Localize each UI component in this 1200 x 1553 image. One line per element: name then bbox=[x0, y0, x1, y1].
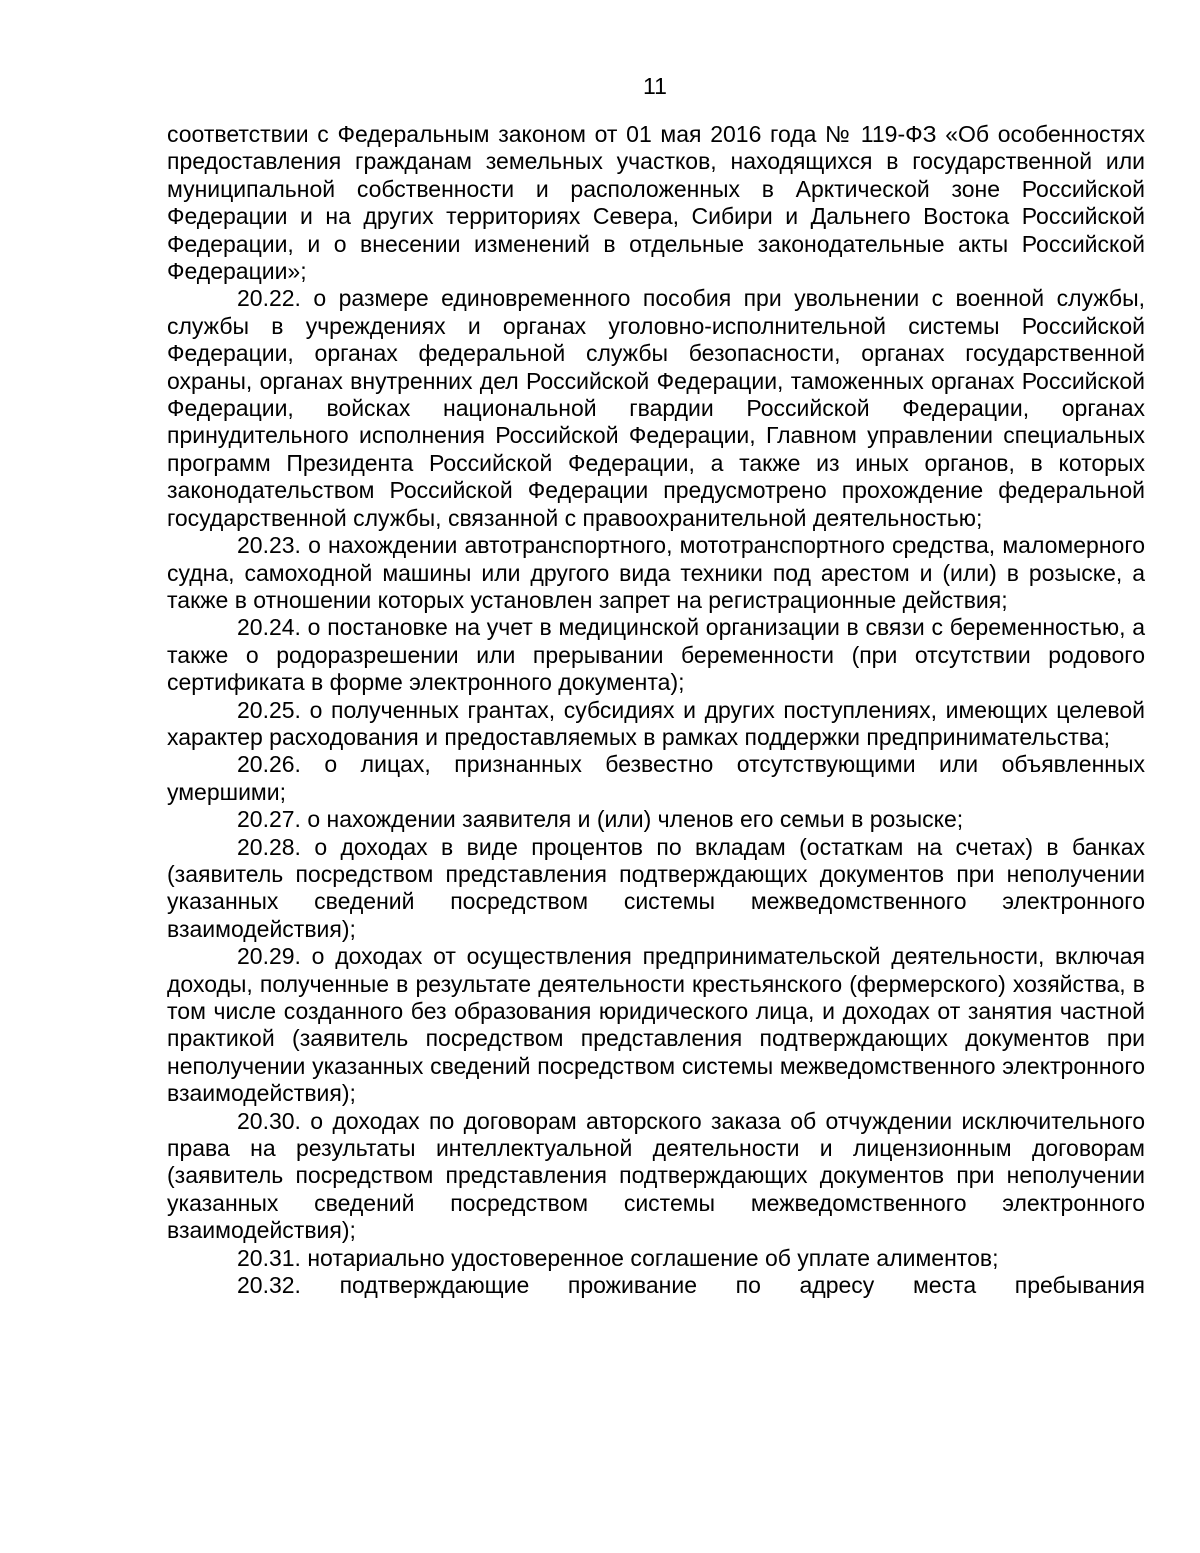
paragraph-20-23: 20.23. о нахождении автотранспортного, мототранспортного средства, маломерного судна, самоходной машины или другого вида техники под арестом и (или) в розыске, а также в отношении которых установлен запрет на регистрационные действия; bbox=[167, 532, 1145, 613]
paragraph-20-26: 20.26. о лицах, признанных безвестно отсутствующими или объявленных умершими; bbox=[167, 751, 1145, 805]
page-number: 11 bbox=[643, 73, 667, 99]
paragraph-20-29: 20.29. о доходах от осуществления предпринимательской деятельности, включая доходы, полученные в результате деятельности крестьянского (фермерского) хозяйства, в том числе созданного без образования юридического лица, и доходах от занятия частной практикой (заявитель посредством представления подтверждающих документов при неполучении указанных сведений посредством системы межведомственного электронного взаимодействия); bbox=[167, 943, 1145, 1107]
paragraph-continuation: соответствии с Федеральным законом от 01 мая 2016 года № 119-ФЗ «Об особенностях предоставления гражданам земельных участков, находящихся в государственной или муниципальной собственности и расположенных в Арктической зоне Российской Федерации и на других территориях Севера, Сибири и Дальнего Востока Российской Федерации, и о внесении изменений в отдельные законодательные акты Российской Федерации»; bbox=[167, 121, 1145, 285]
paragraph-20-25: 20.25. о полученных грантах, субсидиях и других поступлениях, имеющих целевой характер расходования и предоставляемых в рамках поддержки предпринимательства; bbox=[167, 696, 1145, 750]
paragraph-20-30: 20.30. о доходах по договорам авторского заказа об отчуждении исключительного права на результаты интеллектуальной деятельности и лицензионным договорам (заявитель посредством представления подтверждающих документов при неполучении указанных сведений посредством системы межведомственного электронного взаимодействия); bbox=[167, 1107, 1145, 1244]
paragraph-20-32: 20.32. подтверждающие проживание по адресу места пребывания bbox=[237, 1272, 1145, 1299]
paragraph-20-31: 20.31. нотариально удостоверенное соглашение об уплате алиментов; bbox=[237, 1244, 999, 1271]
paragraph-20-22: 20.22. о размере единовременного пособия при увольнении с военной службы, службы в учреждениях и органах уголовно-исполнительной системы Российской Федерации, органах федеральной службы безопасности, органах государственной охраны, органах внутренних дел Российской Федерации, таможенных органах Российской Федерации, войсках национальной гвардии Российской Федерации, органах принудительного исполнения Российской Федерации, Главном управлении специальных программ Президента Российской Федерации, а также из иных органов, в которых законодательством Российской Федерации предусмотрено прохождение федеральной государственной службы, связанной с правоохранительной деятельностью; bbox=[167, 285, 1145, 531]
paragraph-20-24: 20.24. о постановке на учет в медицинской организации в связи с беременностью, а также о родоразрешении или прерывании беременности (при отсутствии родового сертификата в форме электронного документа); bbox=[167, 614, 1145, 696]
document-body bbox=[167, 121, 1145, 1299]
paragraph-20-27: 20.27. о нахождении заявителя и (или) членов его семьи в розыске; bbox=[237, 806, 964, 833]
paragraph-20-28: 20.28. о доходах в виде процентов по вкладам (остаткам на счетах) в банках (заявитель посредством представления подтверждающих документов при неполучении указанных сведений посредством системы межведомственного электронного взаимодействия); bbox=[167, 833, 1145, 942]
